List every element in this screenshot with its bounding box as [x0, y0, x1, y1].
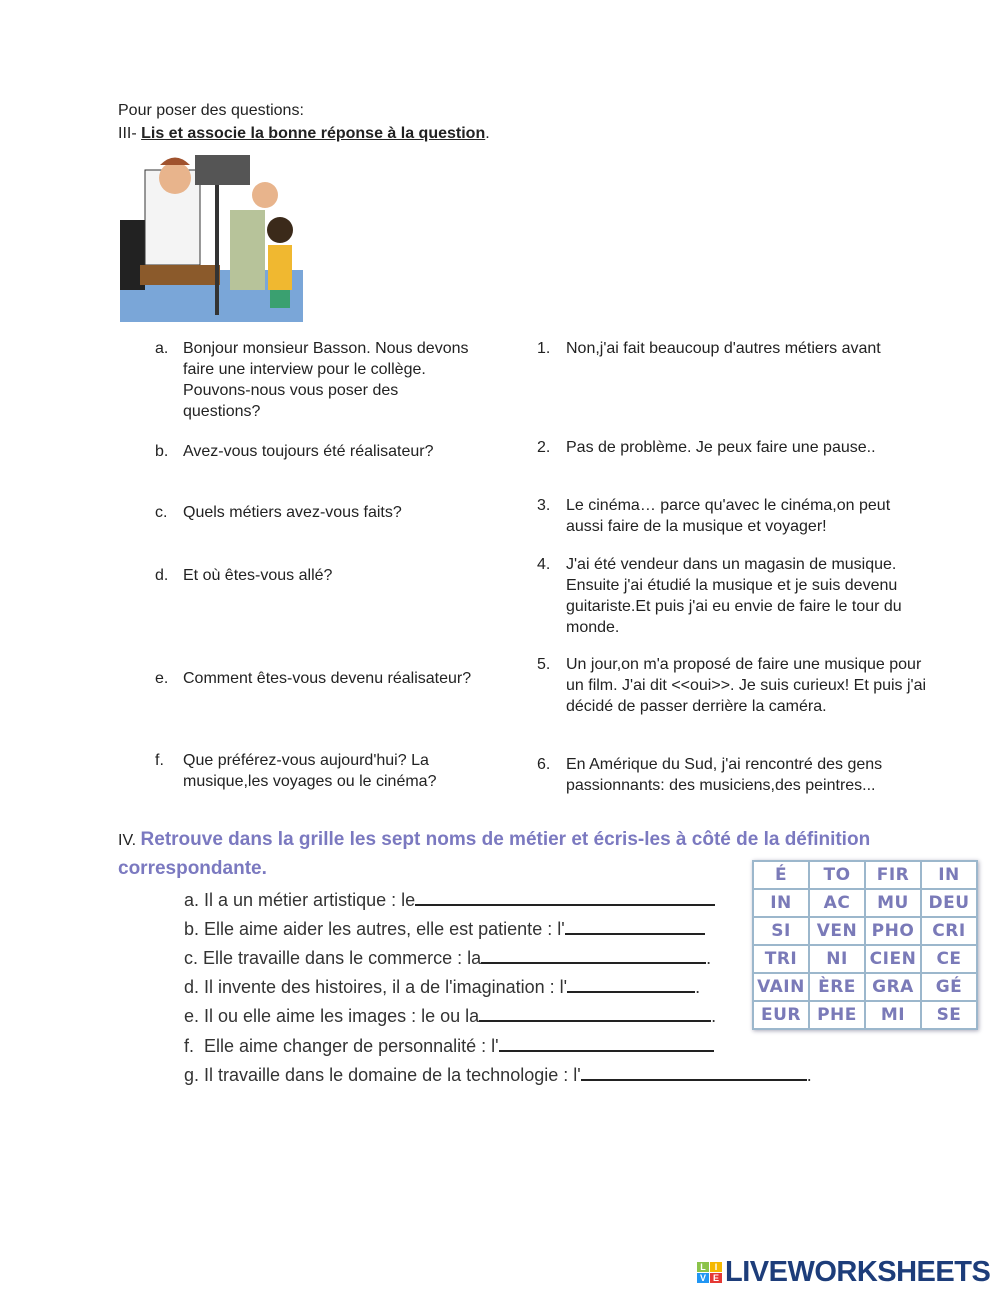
- grid-row: [753, 973, 977, 1001]
- definition-suffix: .: [695, 977, 701, 997]
- answer-blank-input[interactable]: [565, 917, 705, 935]
- live-badge-icon: [697, 1262, 722, 1283]
- grid-cell: TO: [809, 861, 865, 889]
- grid-cell: EUR: [753, 1001, 809, 1029]
- definition-text: g. Il travaille dans le domaine de la technologie : l': [184, 1065, 581, 1085]
- definition-item: [184, 946, 711, 969]
- answer-text: J'ai été vendeur dans un magasin de musique. Ensuite j'ai étudié la musique et je suis devenu guitariste.Et puis j'ai eu envie de faire le tour du monde.: [566, 556, 902, 636]
- answer-blank-input[interactable]: [499, 1034, 714, 1052]
- definition-suffix: .: [706, 948, 712, 968]
- interview-illustration: [120, 150, 303, 322]
- answer-text: En Amérique du Sud, j'ai rencontré des gens passionnants: des musiciens,des peintres...: [566, 756, 883, 794]
- answer-number: 5.: [537, 656, 551, 673]
- question-text: Bonjour monsieur Basson. Nous devons faire une interview pour le collège. Pouvons-nous vous poser des questions?: [183, 340, 469, 420]
- definition-item: [184, 917, 705, 940]
- definition-suffix: .: [806, 1065, 812, 1085]
- grid-cell: CE: [921, 945, 977, 973]
- definition-text: a. Il a un métier artistique : le: [184, 890, 416, 910]
- badge-letter: I: [710, 1262, 722, 1272]
- definition-suffix: .: [711, 1006, 717, 1026]
- grid-cell: VEN: [809, 917, 865, 945]
- question-text: Avez-vous toujours été réalisateur?: [183, 443, 434, 460]
- grid-cell: PHE: [809, 1001, 865, 1029]
- grid-cell: AC: [809, 889, 865, 917]
- definition-text: e. Il ou elle aime les images : le ou la: [184, 1006, 480, 1026]
- definition-text: d. Il invente des histoires, il a de l'imagination : l': [184, 977, 568, 997]
- definition-text: f. Elle aime changer de personnalité : l': [184, 1036, 499, 1056]
- answer-number: 1.: [537, 340, 551, 357]
- answer-blank-input[interactable]: [567, 975, 695, 993]
- answer-blank-input[interactable]: [479, 1004, 711, 1022]
- logo-text: LIVEWORKSHEETS: [725, 1256, 991, 1288]
- definition-item: [184, 1034, 714, 1057]
- grid-cell: FIR: [865, 861, 921, 889]
- answer-number: 3.: [537, 497, 551, 514]
- grid-cell: TRI: [753, 945, 809, 973]
- question-text: Comment êtes-vous devenu réalisateur?: [183, 670, 472, 687]
- question-text: Quels métiers avez-vous faits?: [183, 504, 402, 521]
- grid-row: [753, 861, 977, 889]
- grid-row: [753, 917, 977, 945]
- question-letter: c.: [155, 504, 168, 521]
- answer-number: 4.: [537, 556, 551, 573]
- answer-blank-input[interactable]: [481, 946, 706, 964]
- answer-text: Pas de problème. Je peux faire une pause..: [566, 439, 876, 456]
- question-letter: e.: [155, 670, 169, 687]
- grid-cell: É: [753, 861, 809, 889]
- answer-text: Le cinéma… parce qu'avec le cinéma,on peut aussi faire de la musique et voyager!: [566, 497, 891, 535]
- section-3-heading: [118, 123, 490, 144]
- grid-cell: VAIN: [753, 973, 809, 1001]
- grid-cell: SE: [921, 1001, 977, 1029]
- question-letter: f.: [155, 752, 164, 769]
- section-3-prefix: III-: [118, 125, 142, 142]
- grid-row: [753, 1001, 977, 1029]
- question-text: Que préférez-vous aujourd'hui? La musique,les voyages ou le cinéma?: [183, 752, 437, 790]
- grid-cell: SI: [753, 917, 809, 945]
- grid-cell: NI: [809, 945, 865, 973]
- grid-cell: GÉ: [921, 973, 977, 1001]
- answer-number: 2.: [537, 439, 551, 456]
- question-letter: a.: [155, 340, 169, 357]
- definition-item: [184, 975, 700, 998]
- badge-letter: V: [697, 1273, 709, 1283]
- section-4-prefix: IV.: [118, 832, 141, 849]
- answer-blank-input[interactable]: [415, 888, 715, 906]
- grid-cell: PHO: [865, 917, 921, 945]
- section-3-suffix: .: [485, 125, 490, 142]
- grid-cell: MU: [865, 889, 921, 917]
- intro-text: Pour poser des questions:: [118, 102, 304, 119]
- grid-row: [753, 945, 977, 973]
- grid-cell: CIEN: [865, 945, 921, 973]
- grid-cell: IN: [753, 889, 809, 917]
- grid-cell: ÈRE: [809, 973, 865, 1001]
- question-text: Et où êtes-vous allé?: [183, 567, 333, 584]
- definition-item: [184, 888, 715, 911]
- definition-item: [184, 1063, 812, 1086]
- question-letter: d.: [155, 567, 169, 584]
- grid-cell: MI: [865, 1001, 921, 1029]
- badge-letter: E: [710, 1273, 722, 1283]
- answer-blank-input[interactable]: [581, 1063, 807, 1081]
- badge-letter: L: [697, 1262, 709, 1272]
- answer-text: Non,j'ai fait beaucoup d'autres métiers avant: [566, 340, 881, 357]
- answer-text: Un jour,on m'a proposé de faire une musique pour un film. J'ai dit <<oui>>. Je suis curieux! Et puis j'ai décidé de passer derrière la caméra.: [566, 656, 927, 715]
- question-letter: b.: [155, 443, 169, 460]
- syllable-grid: [752, 860, 978, 1030]
- grid-cell: CRI: [921, 917, 977, 945]
- grid-cell: DEU: [921, 889, 977, 917]
- definition-text: b. Elle aime aider les autres, elle est patiente : l': [184, 919, 565, 939]
- definition-item: [184, 1004, 716, 1027]
- section-3-title: Lis et associe la bonne réponse à la question: [141, 125, 486, 142]
- liveworksheets-logo: [697, 1256, 990, 1289]
- grid-row: [753, 889, 977, 917]
- section-4-title: Retrouve dans la grille les sept noms de métier et écris-les à côté de la définition correspondante.: [118, 829, 871, 879]
- grid-cell: GRA: [865, 973, 921, 1001]
- answer-number: 6.: [537, 756, 551, 773]
- definition-text: c. Elle travaille dans le commerce : la: [184, 948, 482, 968]
- grid-cell: IN: [921, 861, 977, 889]
